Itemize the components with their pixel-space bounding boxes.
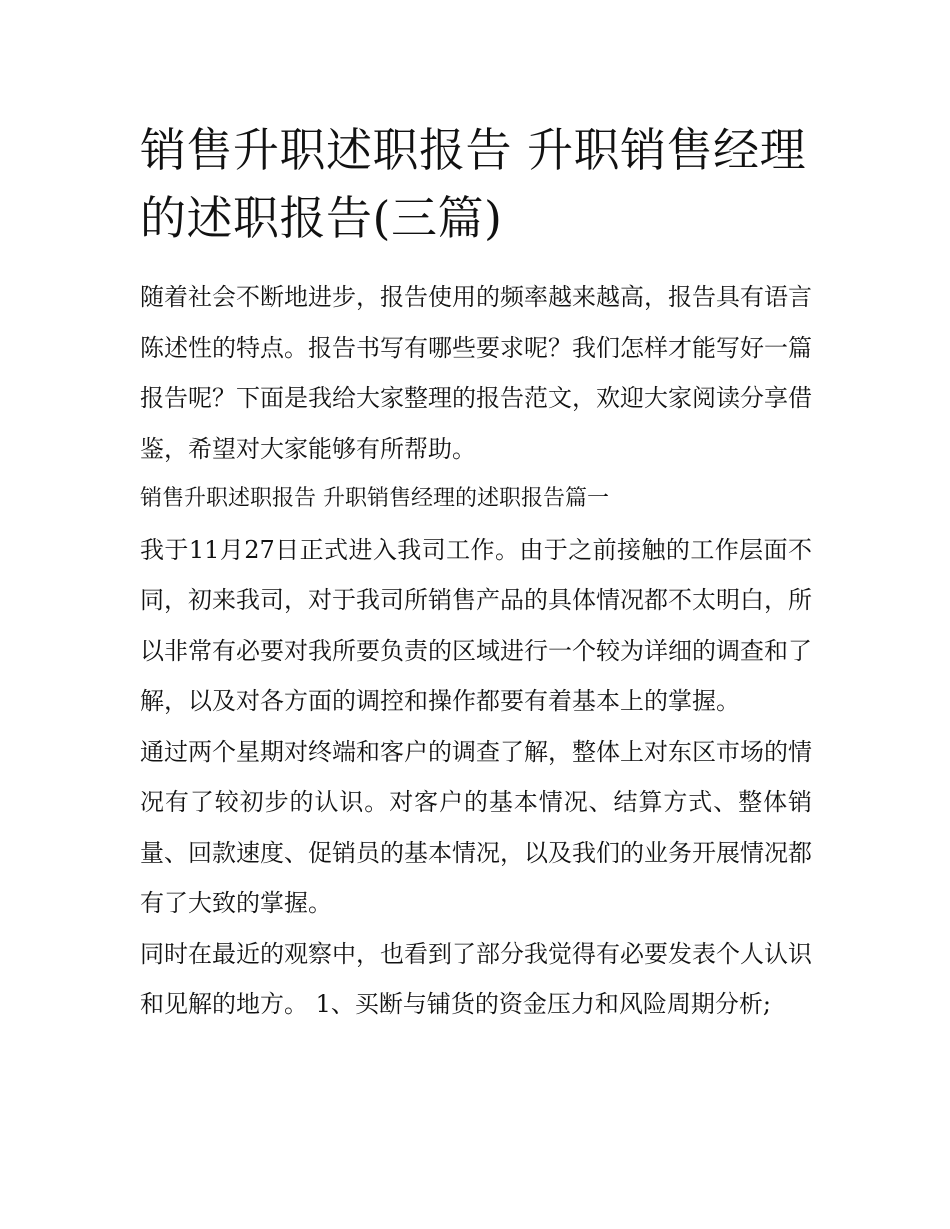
body-paragraph-1: 我于11月27日正式进入我司工作。由于之前接触的工作层面不同，初来我司，对于我司所销售产品的具体情况都不太明白，所以非常有必要对我所要负责的区域进行一个较为详细的调查和了解，以及对各方面的调控和操作都要有着基本上的掌握。 bbox=[140, 535, 812, 715]
body-paragraph-3: 同时在最近的观察中，也看到了部分我觉得有必要发表个人认识和见解的地方。 1、买断与铺货的资金压力和风险周期分析; bbox=[140, 939, 812, 1018]
document-title: 销售升职述职报告 升职销售经理的述职报告(三篇) bbox=[140, 123, 807, 245]
body-paragraph-2: 通过两个星期对终端和客户的调查了解，整体上对东区市场的情况有了较初步的认识。对客户的基本情况、结算方式、整体销量、回款速度、促销员的基本情况，以及我们的业务开展情况都有了大致的掌握。 bbox=[140, 737, 812, 917]
document-page bbox=[140, 116, 812, 1030]
section-heading: 销售升职述职报告 升职销售经理的述职报告篇一 bbox=[140, 486, 609, 511]
intro-paragraph: 随着社会不断地进步，报告使用的频率越来越高，报告具有语言陈述性的特点。报告书写有哪些要求呢？我们怎样才能写好一篇报告呢？下面是我给大家整理的报告范文，欢迎大家阅读分享借鉴，希望对大家能够有所帮助。 bbox=[140, 283, 812, 463]
